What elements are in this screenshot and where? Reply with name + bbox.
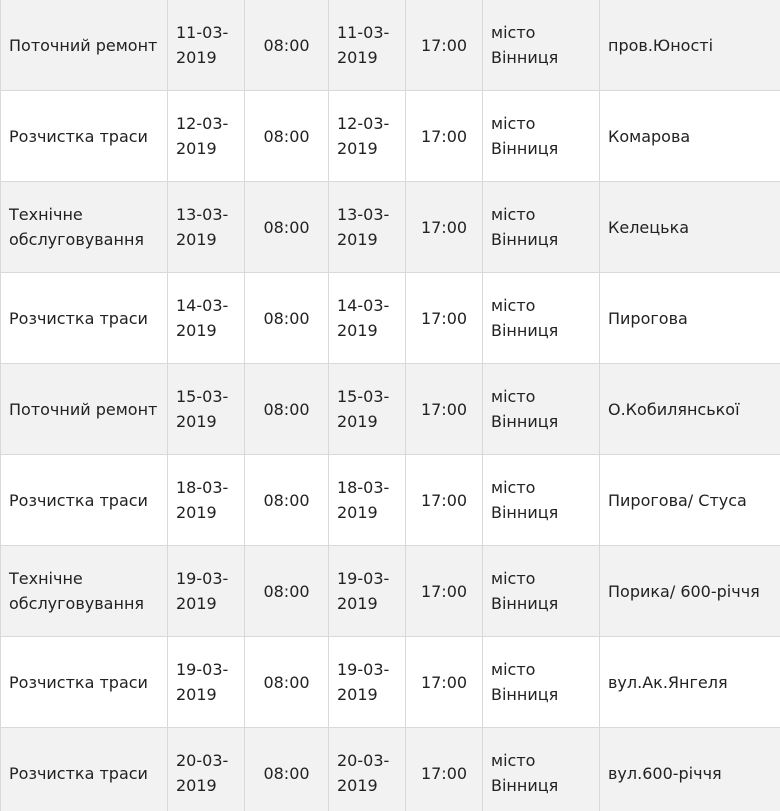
address-cell: пров.Юності — [600, 0, 780, 91]
end-time-cell: 17:00 — [406, 455, 483, 546]
start-date-cell: 12-03-2019 — [168, 91, 245, 182]
city-cell: місто Вінниця — [483, 273, 600, 364]
start-time-cell: 08:00 — [245, 91, 329, 182]
end-date-cell: 20-03-2019 — [329, 728, 406, 811]
end-time-cell: 17:00 — [406, 546, 483, 637]
city-cell: місто Вінниця — [483, 546, 600, 637]
work-type-cell: Розчистка траси — [1, 637, 168, 728]
table-row — [1, 182, 780, 273]
table-row — [1, 546, 780, 637]
end-time-cell: 17:00 — [406, 273, 483, 364]
end-date-cell: 15-03-2019 — [329, 364, 406, 455]
start-date-cell: 18-03-2019 — [168, 455, 245, 546]
start-time-cell: 08:00 — [245, 546, 329, 637]
start-date-cell: 13-03-2019 — [168, 182, 245, 273]
end-date-cell: 19-03-2019 — [329, 637, 406, 728]
address-cell: Комарова — [600, 91, 780, 182]
city-cell: місто Вінниця — [483, 0, 600, 91]
work-type-cell: Поточний ремонт — [1, 0, 168, 91]
work-type-cell: Технічне обслуговування — [1, 546, 168, 637]
work-type-cell: Розчистка траси — [1, 728, 168, 811]
work-type-cell: Технічне обслуговування — [1, 182, 168, 273]
end-time-cell: 17:00 — [406, 637, 483, 728]
address-cell: вул.600-річчя — [600, 728, 780, 811]
end-date-cell: 14-03-2019 — [329, 273, 406, 364]
table-row — [1, 728, 780, 811]
work-type-cell: Розчистка траси — [1, 455, 168, 546]
start-time-cell: 08:00 — [245, 364, 329, 455]
end-date-cell: 13-03-2019 — [329, 182, 406, 273]
end-date-cell: 18-03-2019 — [329, 455, 406, 546]
address-cell: О.Кобилянської — [600, 364, 780, 455]
city-cell: місто Вінниця — [483, 455, 600, 546]
start-date-cell: 15-03-2019 — [168, 364, 245, 455]
address-cell: Пирогова/ Стуса — [600, 455, 780, 546]
work-type-cell: Поточний ремонт — [1, 364, 168, 455]
start-time-cell: 08:00 — [245, 273, 329, 364]
start-date-cell: 19-03-2019 — [168, 546, 245, 637]
start-date-cell: 11-03-2019 — [168, 0, 245, 91]
table-row — [1, 91, 780, 182]
table-row — [1, 637, 780, 728]
start-time-cell: 08:00 — [245, 182, 329, 273]
start-date-cell: 20-03-2019 — [168, 728, 245, 811]
address-cell: Келецька — [600, 182, 780, 273]
address-cell: Порика/ 600-річчя — [600, 546, 780, 637]
city-cell: місто Вінниця — [483, 637, 600, 728]
table-row — [1, 0, 780, 91]
address-cell: Пирогова — [600, 273, 780, 364]
end-time-cell: 17:00 — [406, 728, 483, 811]
end-time-cell: 17:00 — [406, 0, 483, 91]
address-cell: вул.Ак.Янгеля — [600, 637, 780, 728]
start-date-cell: 19-03-2019 — [168, 637, 245, 728]
start-time-cell: 08:00 — [245, 0, 329, 91]
city-cell: місто Вінниця — [483, 91, 600, 182]
end-time-cell: 17:00 — [406, 91, 483, 182]
table-row — [1, 364, 780, 455]
start-time-cell: 08:00 — [245, 637, 329, 728]
city-cell: місто Вінниця — [483, 728, 600, 811]
work-type-cell: Розчистка траси — [1, 273, 168, 364]
end-date-cell: 19-03-2019 — [329, 546, 406, 637]
end-date-cell: 12-03-2019 — [329, 91, 406, 182]
table-row — [1, 273, 780, 364]
start-time-cell: 08:00 — [245, 728, 329, 811]
work-type-cell: Розчистка траси — [1, 91, 168, 182]
start-date-cell: 14-03-2019 — [168, 273, 245, 364]
start-time-cell: 08:00 — [245, 455, 329, 546]
table-row — [1, 455, 780, 546]
end-date-cell: 11-03-2019 — [329, 0, 406, 91]
end-time-cell: 17:00 — [406, 182, 483, 273]
end-time-cell: 17:00 — [406, 364, 483, 455]
city-cell: місто Вінниця — [483, 182, 600, 273]
city-cell: місто Вінниця — [483, 364, 600, 455]
